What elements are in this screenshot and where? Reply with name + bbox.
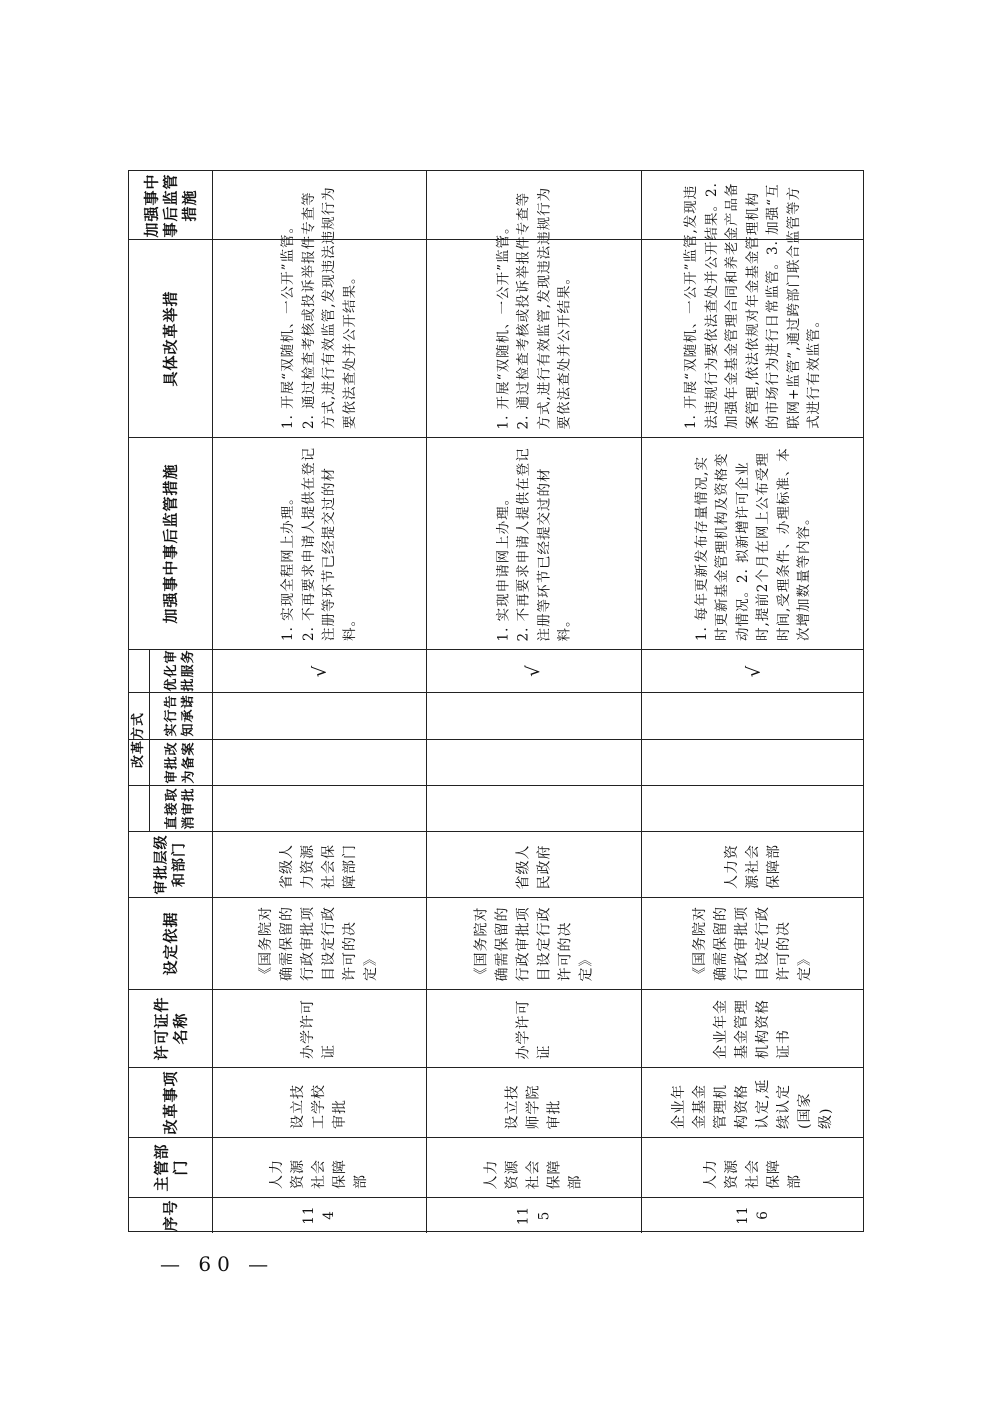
row-115-check: √: [523, 664, 544, 677]
row-115-dept: 人力资源社会保障部: [483, 1159, 583, 1189]
row-115-seq: 115: [515, 1205, 552, 1225]
header-seq: 序号: [161, 1199, 180, 1232]
header-measures: 具体改革举措: [161, 290, 180, 387]
header-measures-cell: [129, 239, 212, 437]
row-116-item: 企业年金基金管理机构资格认定,延续认定(国家级): [671, 1078, 834, 1129]
row-114-item: 设立技工学校审批: [289, 1084, 348, 1129]
row-114-seq: 114: [300, 1205, 337, 1225]
header-mode-optimize: 优化审批服务: [164, 649, 196, 692]
row-114-basis-cell: [212, 897, 426, 989]
header-basis: 设定依据: [161, 911, 180, 976]
header-item: 改革事项: [161, 1070, 180, 1135]
row-116-license-cell: [641, 989, 865, 1067]
row-114-level: 省级人力资源社会保障部门: [279, 844, 358, 889]
row-115-empty-cell: [426, 739, 641, 785]
header-mode-cancel-cell: [149, 785, 212, 831]
row-115-supervision-cell: [426, 171, 641, 437]
header-license-cell: [129, 989, 212, 1067]
header-level: 审批层级和部门: [153, 834, 187, 894]
row-116-measures: 1. 每年更新发布存量情况,实时更新基金管理机构及资格变动情况。2. 拟新增许可企业时,提前2个月在网上公布受理时间,受理条件、办理标准、本次增加数量等内容。: [693, 447, 812, 641]
header-item-cell: [129, 1067, 212, 1137]
row-116-item-cell: [641, 1067, 865, 1137]
header-supervision-cell: [129, 437, 212, 649]
row-114-supervision-cell: [212, 171, 426, 437]
row-115-license-cell: [426, 989, 641, 1067]
header-supervision-cell: [129, 171, 212, 239]
row-114-measures-cell: [212, 437, 426, 649]
row-115-basis-cell: [426, 897, 641, 989]
row-116-level-cell: [641, 831, 865, 897]
row-114-empty-cell: [212, 692, 426, 739]
row-116-level: 人力资源社会保障部: [723, 844, 782, 889]
header-reform-mode-cell: [129, 649, 149, 831]
row-115-dept-cell: [426, 1137, 641, 1197]
header-supervision: 加强事中事后监管措施: [142, 173, 198, 238]
row-114-license-cell: [212, 989, 426, 1067]
row-114-seq-cell: [212, 1197, 426, 1233]
row-114-check-cell: [212, 649, 426, 692]
header-dept-cell: [129, 1137, 212, 1197]
row-116-empty-cell: [641, 785, 865, 831]
row-115-check-cell: [426, 649, 641, 692]
row-115-item-cell: [426, 1067, 641, 1137]
row-115-item: 设立技师学院审批: [504, 1084, 562, 1129]
header-seq-cell: [129, 1197, 212, 1233]
row-116-basis: 《国务院对确需保留的行政审批项目设定行政许可的决定》: [692, 906, 813, 981]
header-mode-optimize-cell: [149, 649, 212, 692]
row-115-measures-cell: [426, 437, 641, 649]
row-116-dept-cell: [641, 1137, 865, 1197]
header-mode-cancel: 直接取消审批: [164, 787, 196, 830]
row-116-license: 企业年金基金管理机构资格证书: [713, 999, 792, 1059]
row-115-license: 办学许可证: [514, 999, 552, 1059]
header-mode-notify: 实行告知承诺: [164, 694, 196, 737]
row-115-empty-cell: [426, 785, 641, 831]
row-114-dept-cell: [212, 1137, 426, 1197]
header-mode-notify-cell: [149, 692, 212, 739]
header-level-cell: [129, 831, 212, 897]
row-116-seq: 116: [734, 1205, 771, 1225]
row-114-license: 办学许可证: [300, 999, 337, 1059]
row-115-seq-cell: [426, 1197, 641, 1233]
reform-table: [128, 170, 864, 1232]
row-114-item-cell: [212, 1067, 426, 1137]
row-116-check: √: [742, 664, 764, 677]
row-115-basis: 《国务院对确需保留的行政审批项目设定行政许可的决定》: [472, 906, 594, 981]
row-116-basis-cell: [641, 897, 865, 989]
row-114-measures: 1. 实现全程网上办理。 2. 不再要求申请人提供在登记注册等环节已经提交过的材料。: [280, 446, 358, 641]
row-116-measures-cell: [641, 437, 865, 649]
header-dept: 主管部门: [151, 1143, 189, 1192]
row-114-empty-cell: [212, 785, 426, 831]
page-number: — 60 —: [160, 1252, 275, 1276]
row-116-empty-cell: [641, 692, 865, 739]
row-114-basis: 《国务院对确需保留的行政审批项目设定行政许可的决定》: [258, 906, 379, 981]
row-116-empty-cell: [641, 739, 865, 785]
row-114-empty-cell: [212, 739, 426, 785]
row-115-supervision: 1. 开展“双随机、一公开”监管。 2. 通过检查考核或投诉举报件专查等方式,进行有效监管,发现违法违规行为要依法查处并公开结果。: [494, 186, 572, 429]
header-reform-mode: 改革方式: [130, 712, 146, 769]
header-supervision-main: 加强事中事后监管措施: [161, 463, 180, 624]
header-mode-record: 审批改为备案: [164, 741, 196, 784]
row-116-supervision-cell: [641, 171, 865, 437]
row-114-level-cell: [212, 831, 426, 897]
row-115-empty-cell: [426, 692, 641, 739]
row-115-measures: 1. 实现申请网上办理。 2. 不再要求申请人提供在登记注册等环节已经提交过的材料。: [494, 446, 572, 641]
row-115-level: 省级人民政府: [514, 844, 552, 889]
row-115-level-cell: [426, 831, 641, 897]
row-116-seq-cell: [641, 1197, 865, 1233]
row-114-check: √: [308, 664, 330, 677]
header-basis-cell: [129, 897, 212, 989]
row-114-dept: 人力资源社会保障部: [268, 1159, 369, 1189]
header-mode-record-cell: [149, 739, 212, 785]
row-114-supervision: 1. 开展“双随机、一公开”监管。 2. 通过检查考核或投诉举报件专查等方式,进行有效监管,发现违法违规行为要依法查处并公开结果。: [280, 186, 358, 429]
row-116-dept: 人力资源社会保障部: [702, 1159, 803, 1189]
row-116-supervision: 1. 开展“双随机、一公开”监管,发现违法违规行为要依法查处并公开结果。2. 加强年金基金管理合同和养老金产品备案管理,依法依规对年金基金管理机构的市场行为进行日常监管。3. 加强“互联网+监管”,通过跨部门联合监管等方式进行有效监管。: [683, 176, 823, 429]
header-license: 许可证件名称: [151, 996, 189, 1061]
row-116-check-cell: [641, 649, 865, 692]
